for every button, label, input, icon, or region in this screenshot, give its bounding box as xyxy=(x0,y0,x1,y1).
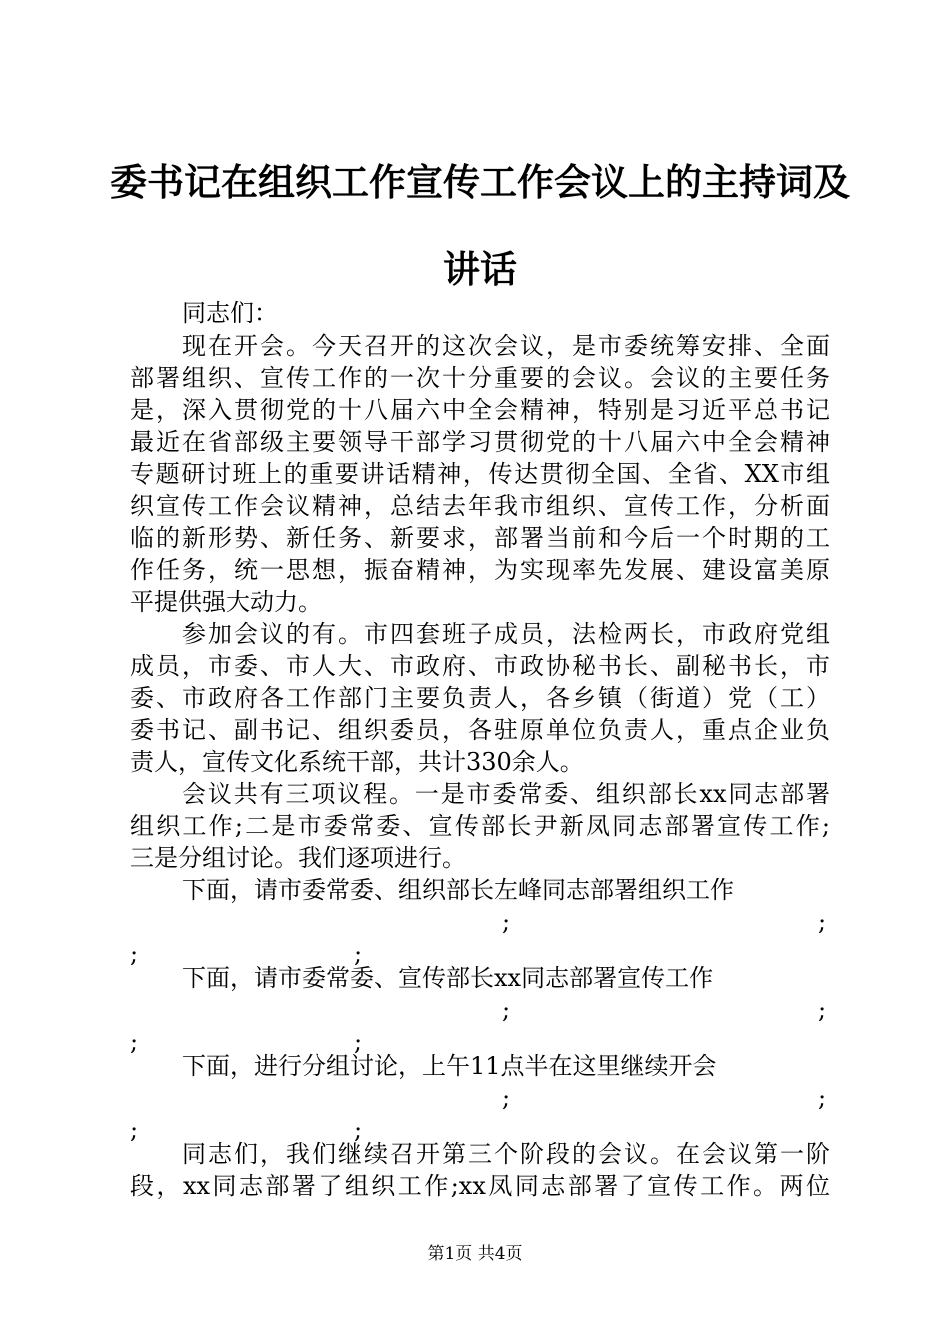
paragraph-line: 最近在省部级主要领导干部学习贯彻党的十八届六中全会精神 xyxy=(130,428,830,456)
paragraph-line: 参加会议的有。市四套班子成员，法检两长，市政府党组 xyxy=(182,620,830,648)
salutation: 同志们： xyxy=(182,299,278,327)
paragraph-line: 三是分组讨论。我们逐项进行。 xyxy=(130,844,466,872)
blank-semicolon: ; xyxy=(818,908,827,936)
paragraph-line: 临的新形势、新任务、新要求，部署当前和今后一个时期的工 xyxy=(130,524,830,552)
blank-semicolon: ; xyxy=(502,1084,511,1112)
paragraph-line: 专题研讨班上的重要讲话精神，传达贯彻全国、全省、XX市组 xyxy=(130,460,830,488)
paragraph-line: 成员，市委、市人大、市政府、市政协秘书长、副秘书长，市 xyxy=(130,652,830,680)
paragraph-line: 同志们，我们继续召开第三个阶段的会议。在会议第一阶 xyxy=(182,1140,830,1168)
paragraph-line: 是，深入贯彻党的十八届六中全会精神，特别是习近平总书记 xyxy=(130,396,830,424)
page-footer: 第1页 共4页 xyxy=(427,1244,523,1264)
paragraph-line: 责人，宣传文化系统干部，共计330余人。 xyxy=(130,748,584,776)
paragraph-line: 委、市政府各工作部门主要负责人，各乡镇（街道）党（工） xyxy=(130,684,830,712)
agenda-line: 下面，请市委常委、组织部长左峰同志部署组织工作 xyxy=(182,876,734,904)
blank-semicolon: ; xyxy=(130,940,139,968)
paragraph-line: 段，xx同志部署了组织工作;xx凤同志部署了宣传工作。两位 xyxy=(130,1172,830,1200)
agenda-line: 下面，进行分组讨论，上午11点半在这里继续开会 xyxy=(182,1052,717,1080)
blank-semicolon: ; xyxy=(818,1084,827,1112)
paragraph-line: 平提供强大动力。 xyxy=(130,588,322,616)
paragraph-line: 组织工作;二是市委常委、宣传部长尹新凤同志部署宣传工作; xyxy=(130,812,830,840)
blank-semicolon: ; xyxy=(502,908,511,936)
blank-semicolon: ; xyxy=(130,1028,139,1056)
paragraph-line: 作任务，统一思想，振奋精神，为实现率先发展、建设富美原 xyxy=(130,556,830,584)
blank-semicolon: ; xyxy=(354,1116,363,1144)
agenda-line: 下面，请市委常委、宣传部长xx同志部署宣传工作 xyxy=(182,964,714,992)
blank-semicolon: ; xyxy=(818,996,827,1024)
blank-semicolon: ; xyxy=(130,1116,139,1144)
paragraph-line: 织宣传工作会议精神，总结去年我市组织、宣传工作，分析面 xyxy=(130,492,830,520)
paragraph-line: 现在开会。今天召开的这次会议，是市委统筹安排、全面 xyxy=(182,332,830,360)
blank-semicolon: ; xyxy=(354,940,363,968)
paragraph-line: 部署组织、宣传工作的一次十分重要的会议。会议的主要任务 xyxy=(130,364,830,392)
blank-semicolon: ; xyxy=(354,1028,363,1056)
document-title-line-1: 委书记在组织工作宣传工作会议上的主持词及 xyxy=(110,161,850,204)
paragraph-line: 会议共有三项议程。一是市委常委、组织部长xx同志部署 xyxy=(182,780,830,808)
document-title-line-2: 讲话 xyxy=(443,248,517,291)
blank-semicolon: ; xyxy=(502,996,511,1024)
paragraph-line: 委书记、副书记、组织委员，各驻原单位负责人，重点企业负 xyxy=(130,716,830,744)
